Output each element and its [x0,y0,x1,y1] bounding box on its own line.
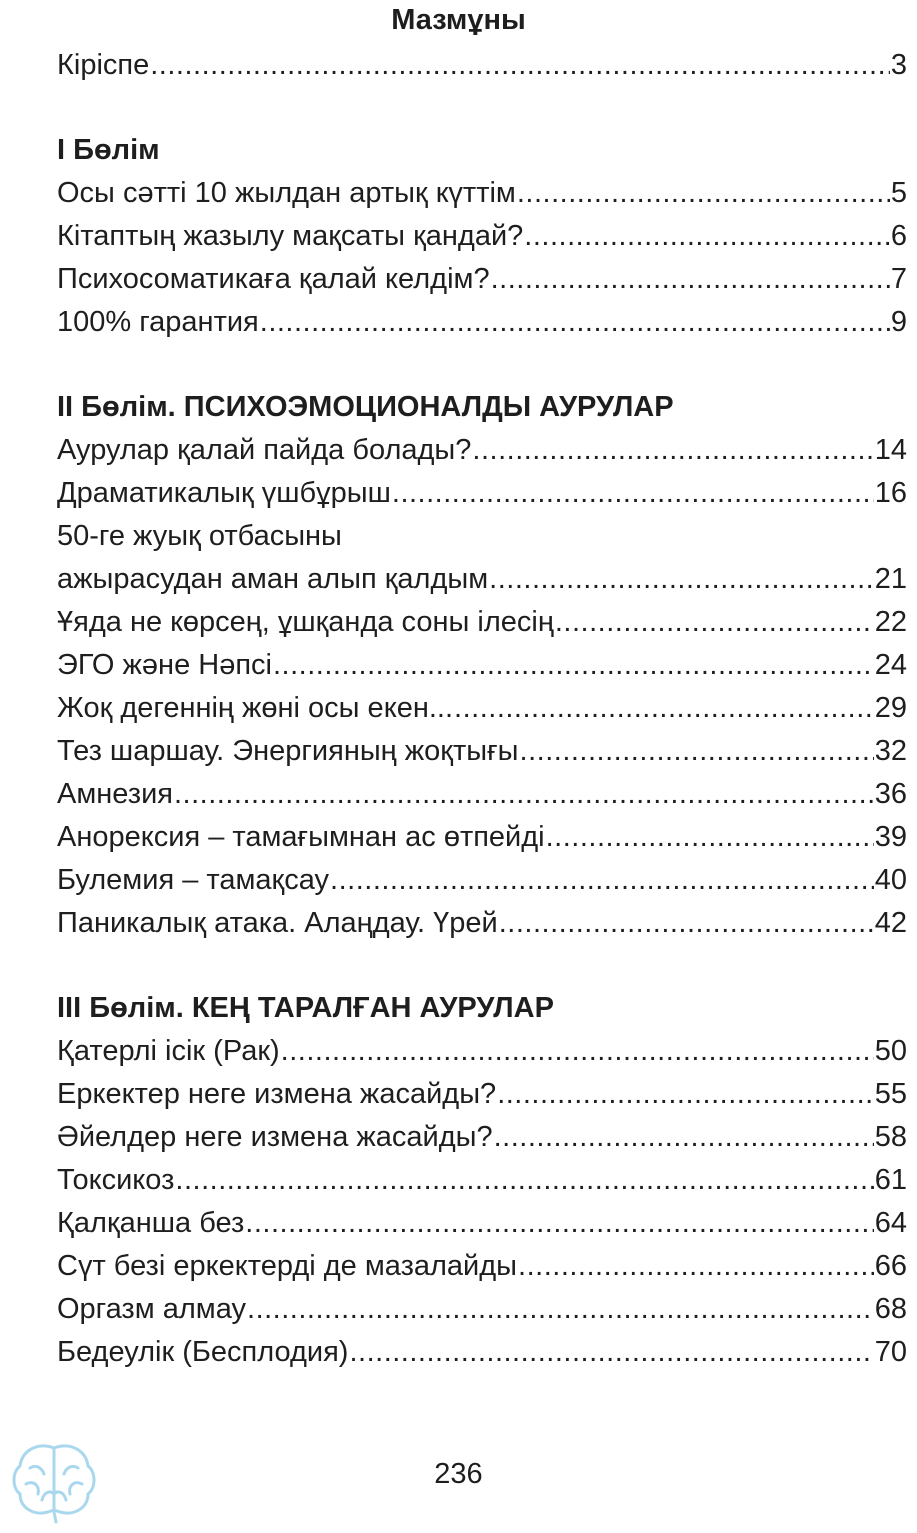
toc-entry-label: Драматикалық үшбұрыш [57,477,391,509]
toc-entry-label: Булемия – тамақсау [57,864,330,896]
toc-entry [57,1202,907,1245]
toc-entry [57,515,907,558]
toc-entry-label: 50-ге жуық отбасыны [57,520,342,552]
dot-leader [281,1030,874,1073]
dot-leader [330,859,874,902]
toc-entry [57,258,907,301]
dot-leader [454,687,874,730]
toc-entry-label: Әйелдер неге измена жасайды? [57,1121,493,1153]
toc-entry [57,429,907,472]
toc-entry-page: 32 [874,735,907,767]
page-number: 236 [434,1458,483,1490]
section-3-entries [57,1030,907,1374]
toc-entry [57,1073,907,1116]
toc-entry-page: 24 [874,649,907,681]
toc-entry [57,1331,907,1374]
toc-entry-page: 70 [874,1336,907,1368]
toc-entry-label: Психосоматикаға қалай келдім? [57,263,490,295]
toc-entry-label: Жоқ дегеннің жөні осы екен... [57,692,454,724]
dot-leader [520,730,874,773]
toc-entry [57,1116,907,1159]
toc-entry [57,172,907,215]
toc-entry-label: Кіріспе [57,49,150,81]
toc-entry-page: 42 [874,907,907,939]
dot-leader [150,44,890,87]
toc-entry-page: 66 [874,1250,907,1282]
toc-entry-page: 7 [890,263,907,295]
page-title: Мазмұны [391,4,526,36]
toc-entry-page: 55 [874,1078,907,1110]
section-heading-1: І Бөлім [57,134,160,166]
toc-entry-label: Амнезия [57,778,173,810]
toc-entry-page: 3 [890,49,907,81]
toc-entry-page: 58 [874,1121,907,1153]
dot-leader [494,1116,874,1159]
dot-leader [499,902,874,945]
toc-entry [57,601,907,644]
toc-entry-page: 29 [874,692,907,724]
toc-entry-label: Кітаптың жазылу мақсаты қандай? [57,220,524,252]
toc-entry [57,687,907,730]
toc-entry [57,644,907,687]
toc-entry-label: Қатерлі ісік (Рак) [57,1035,280,1067]
section-2-entries [57,429,907,945]
toc-entry [57,1288,907,1331]
toc-entry [57,773,907,816]
toc-entry-page: 61 [874,1164,907,1196]
toc-entry [57,816,907,859]
dot-leader [497,1073,874,1116]
toc-entry [57,902,907,945]
dot-leader [491,258,890,301]
toc-entry-page: 6 [890,220,907,252]
toc-entry-page: 36 [874,778,907,810]
dot-leader [472,429,873,472]
toc-entry-page: 16 [874,477,907,509]
dot-leader [273,644,874,687]
toc-entry [57,472,907,515]
toc-entry-page: 21 [874,563,907,595]
dot-leader [174,773,874,816]
dot-leader [489,558,874,601]
section-1-entries [57,172,907,344]
dot-leader [245,1202,873,1245]
toc-entry-page: 68 [874,1293,907,1325]
toc-entry-page: 9 [890,306,907,338]
toc-entry [57,215,907,258]
toc-entry-label: Ұяда не көрсең, ұшқанда соны ілесің [57,606,554,638]
toc-entry-label: Аурулар қалай пайда болады? [57,434,472,466]
toc-entry-page: 64 [874,1207,907,1239]
toc-entry-page: 39 [874,821,907,853]
toc-entry-intro [57,44,907,87]
toc-entry-label: Токсикоз [57,1164,175,1196]
section-heading-2: ІІ Бөлім. ПСИХОЭМОЦИОНАЛДЫ АУРУЛАР [57,391,674,423]
toc-entry-label: Паникалық атака. Алаңдау. Үрей [57,907,498,939]
toc-entry-label: Осы сәтті 10 жылдан артық күттім [57,177,516,209]
toc-entry-label: ажырасудан аман алып қалдым [57,563,489,595]
section-heading-3: ІІІ Бөлім. КЕҢ ТАРАЛҒАН АУРУЛАР [57,992,554,1024]
toc-entry [57,1030,907,1073]
dot-leader [260,301,890,344]
toc-entry-label: Еркектер неге измена жасайды? [57,1078,497,1110]
toc-entry-page: 14 [874,434,907,466]
toc-entry [57,1245,907,1288]
toc-entry-label: Оргазм алмау [57,1293,247,1325]
toc-entry [57,558,907,601]
toc-entry [57,859,907,902]
toc-entry-label: Бедеулік (Бесплодия) [57,1336,349,1368]
dot-leader [392,472,874,515]
toc-entry-label: Сүт безі еркектерді де мазалайды [57,1250,518,1282]
dot-leader [555,601,874,644]
toc-entry [57,730,907,773]
dot-leader [247,1288,874,1331]
toc-entry [57,301,907,344]
toc-entry-label: 100% гарантия [57,306,259,338]
dot-leader [524,215,890,258]
toc-entry-label: Тез шаршау. Энергияның жоқтығы [57,735,519,767]
dot-leader [546,816,874,859]
toc-entry-label: Қалқанша без [57,1207,245,1239]
dot-leader [518,1245,874,1288]
toc-entry-label: Анорексия – тамағымнан ас өтпейді [57,821,545,853]
toc-entry-page: 22 [874,606,907,638]
toc-entry [57,1159,907,1202]
toc-entry-page: 5 [890,177,907,209]
table-of-contents [57,44,907,1374]
dot-leader [175,1159,873,1202]
toc-entry-page: 50 [874,1035,907,1067]
dot-leader [517,172,890,215]
toc-entry-page: 40 [874,864,907,896]
dot-leader [349,1331,873,1374]
toc-entry-label: ЭГО және Нәпсі [57,649,272,681]
